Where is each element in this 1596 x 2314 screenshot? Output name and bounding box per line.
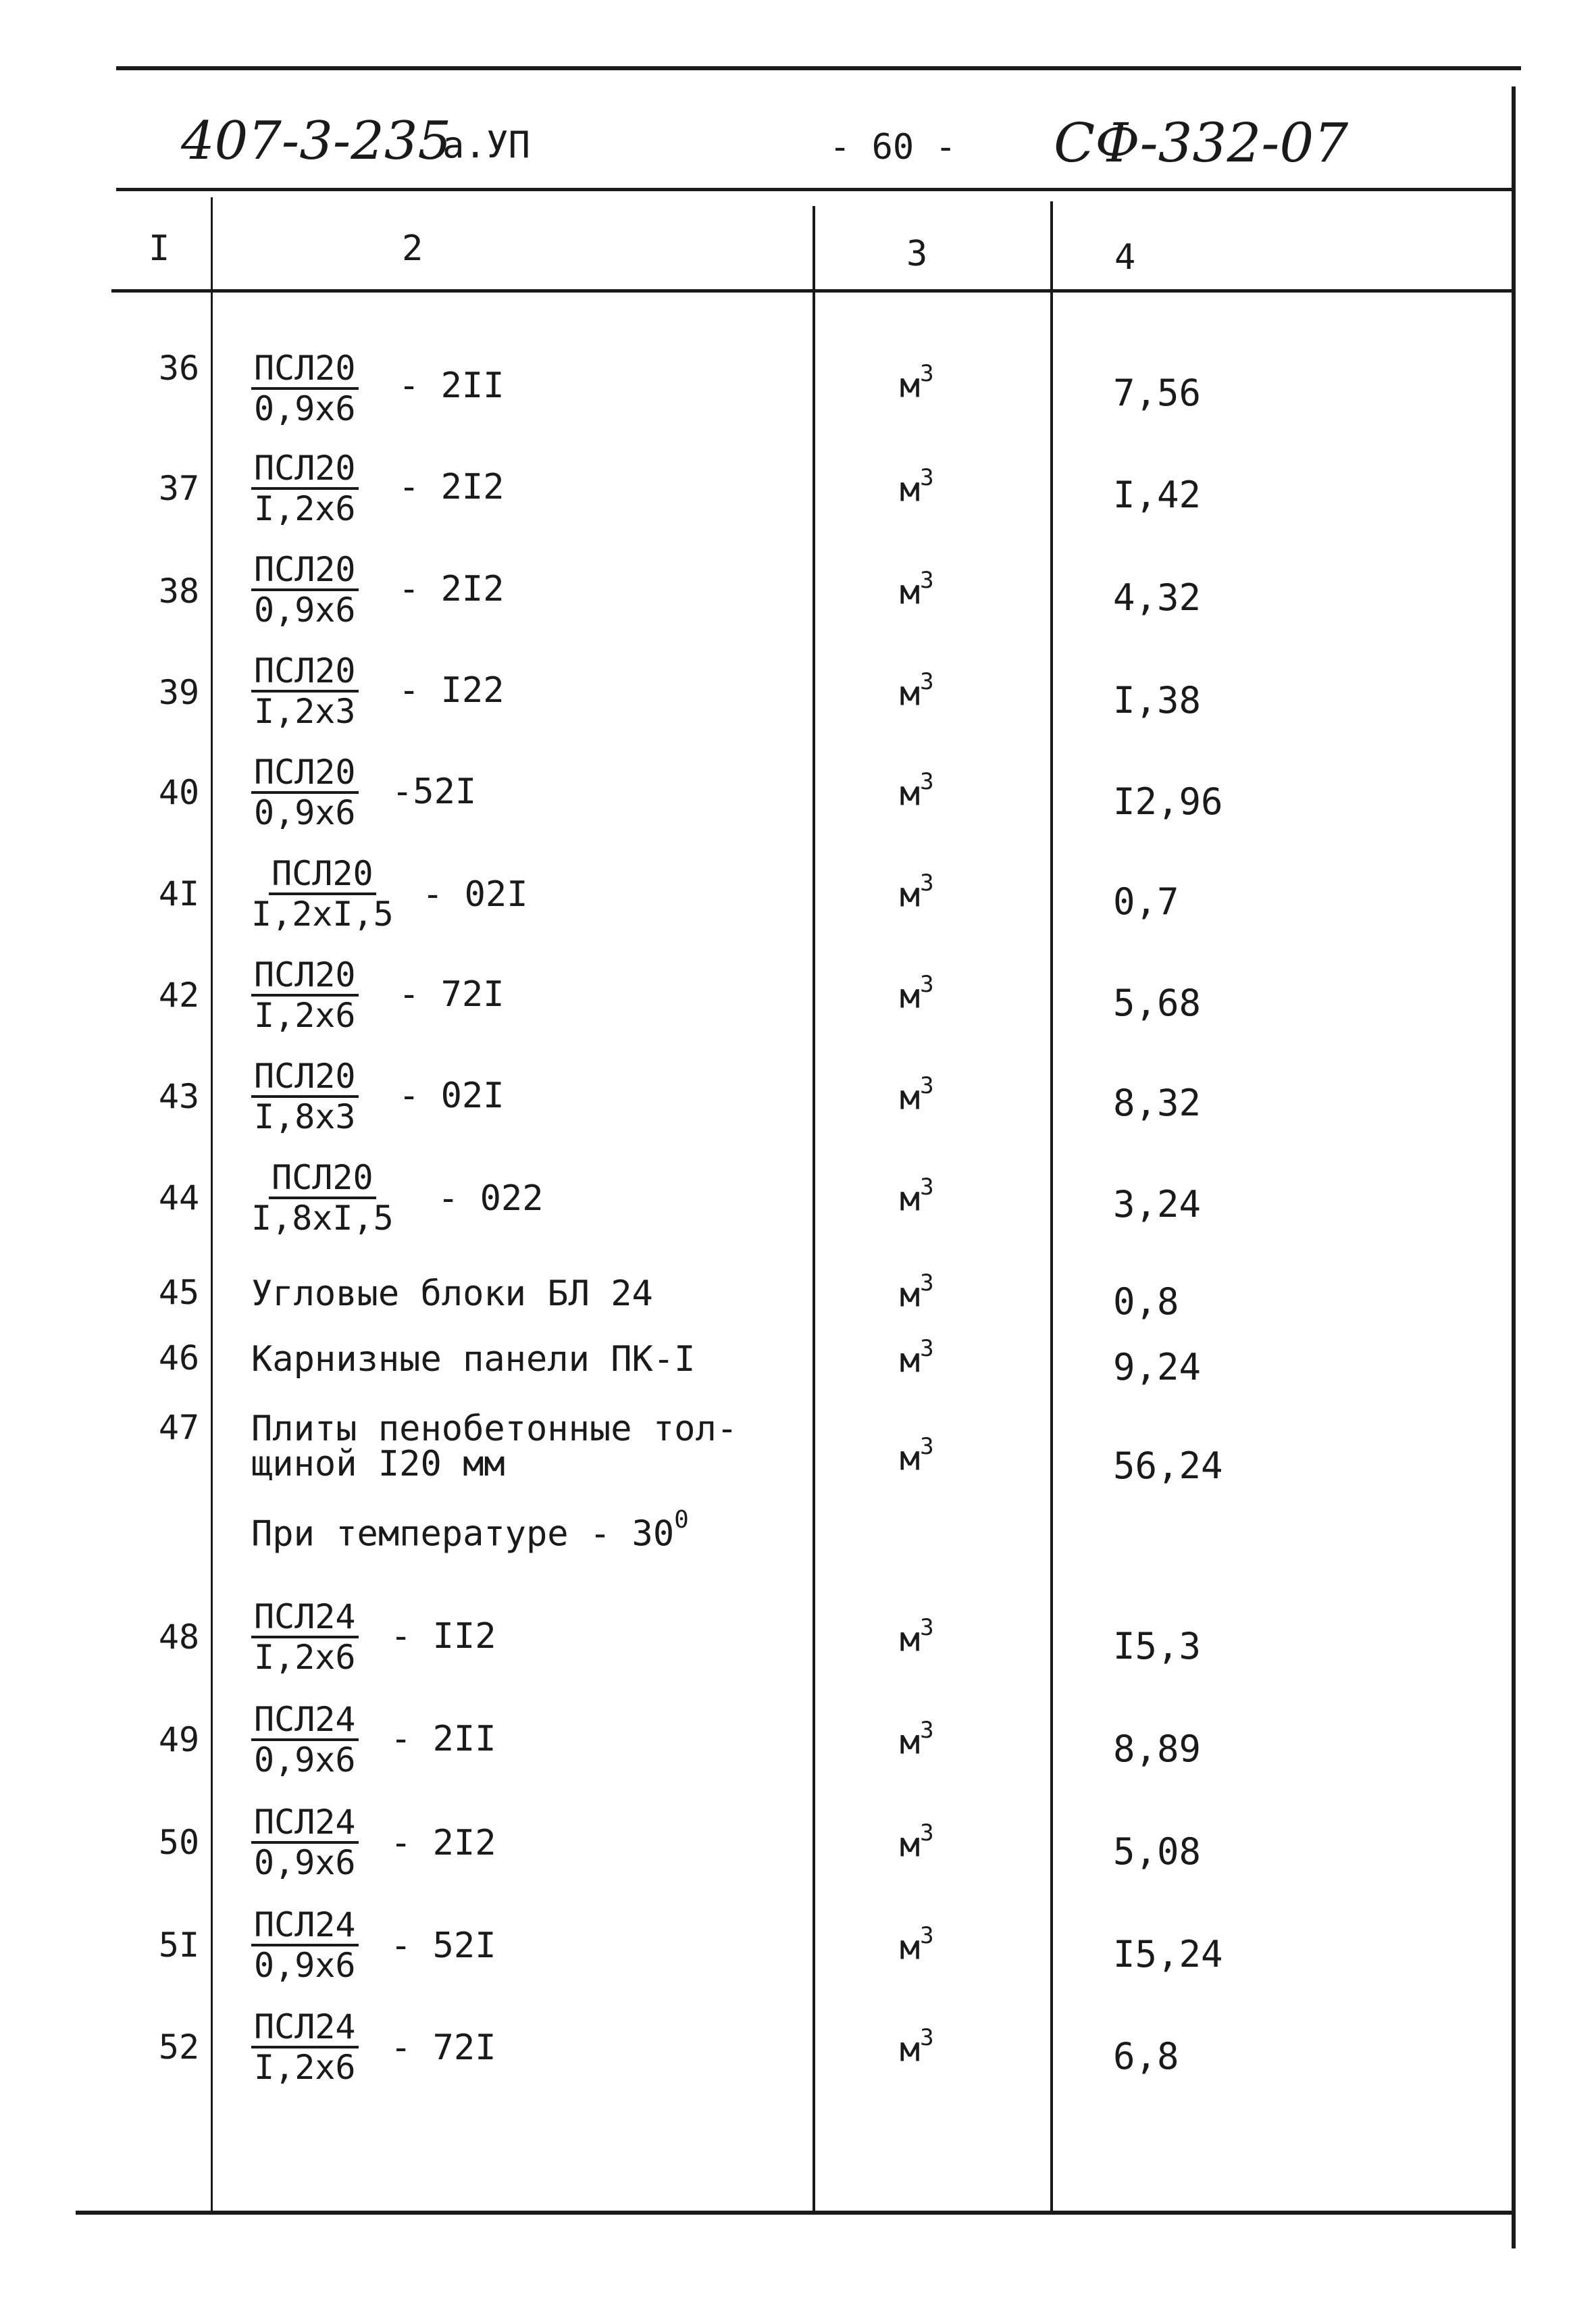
product-size: I,2х6 [254, 996, 356, 1035]
row-number: 40 [158, 773, 200, 812]
row-number: 46 [158, 1338, 200, 1378]
quantity: 4,32 [1113, 576, 1202, 619]
product-code: -52I [392, 772, 477, 812]
quantity: 6,8 [1113, 2035, 1179, 2078]
product-mark: ПСЛ20 [251, 755, 359, 794]
product-fraction [251, 651, 359, 731]
product-code: - 72I [390, 2028, 496, 2068]
row-number: 48 [158, 1617, 200, 1657]
unit: $м^3$ [900, 971, 934, 1016]
product-mark: ПСЛ20 [269, 857, 376, 895]
unit: $м^3$ [900, 464, 934, 509]
product-mark: ПСЛ20 [251, 553, 359, 591]
product-mark: ПСЛ20 [251, 1059, 359, 1098]
unit: $м^3$ [900, 2024, 934, 2069]
column-number-2: 2 [402, 228, 423, 269]
product-code: - 2I2 [398, 467, 505, 507]
product-code: - 02I [422, 874, 528, 915]
product-code: - 2II [390, 1719, 496, 1759]
quantity: 7,56 [1113, 372, 1202, 414]
product-mark: ПСЛ24 [251, 2010, 359, 2048]
product-fraction [251, 1158, 394, 1238]
product-fraction [251, 550, 359, 630]
row-number: 49 [158, 1720, 200, 1759]
product-fraction [251, 854, 394, 934]
product-mark: ПСЛ20 [251, 451, 359, 490]
product-mark: ПСЛ24 [251, 1600, 359, 1638]
unit: $м^3$ [900, 1335, 934, 1380]
product-fraction [251, 755, 359, 830]
product-code: - 52I [390, 1926, 496, 1966]
product-size: I,8х3 [254, 1097, 356, 1136]
unit: $м^3$ [900, 1433, 934, 1478]
product-fraction [251, 1805, 359, 1880]
quantity: 8,32 [1113, 1082, 1202, 1124]
product-mark: ПСЛ24 [251, 1805, 359, 1844]
album-number: а.УП [442, 124, 531, 166]
quantity: I5,24 [1113, 1933, 1223, 1976]
column-number-3: 3 [906, 234, 928, 274]
quantity: 56,24 [1113, 1444, 1223, 1487]
product-size: 0,9х6 [254, 389, 356, 428]
column-number-1: I [149, 228, 170, 269]
right-border [1512, 86, 1516, 2248]
unit: $м^3$ [900, 1072, 934, 1117]
product-code: - 2I2 [398, 569, 505, 609]
row-number: 52 [158, 2028, 200, 2067]
column-number-4: 4 [1114, 237, 1136, 278]
item-name: Угловые блоки БЛ 24 [251, 1274, 653, 1314]
product-size: 0,9х6 [254, 1843, 356, 1882]
series-code: СФ-332-07 [1054, 111, 1349, 174]
product-mark: ПСЛ20 [251, 654, 359, 693]
product-code: - 02I [398, 1076, 505, 1116]
row-number: 42 [158, 976, 200, 1015]
row-number: 47 [158, 1408, 200, 1447]
product-fraction [251, 1597, 359, 1677]
quantity: I,38 [1113, 679, 1202, 722]
product-size: I,2х3 [254, 692, 356, 731]
quantity: 8,89 [1113, 1728, 1202, 1770]
quantity: 5,68 [1113, 982, 1202, 1024]
product-fraction [251, 955, 359, 1035]
product-size: 0,9х6 [254, 1740, 356, 1780]
row-number: 50 [158, 1823, 200, 1862]
product-fraction [251, 451, 359, 526]
quantity: I5,3 [1113, 1625, 1202, 1667]
unit: $м^3$ [900, 870, 934, 915]
item-name-line-2: щиной I20 мм [251, 1444, 505, 1484]
unit: $м^3$ [900, 768, 934, 813]
unit: $м^3$ [900, 1819, 934, 1865]
row-number: 45 [158, 1273, 200, 1312]
product-fraction [251, 351, 359, 426]
product-size: 0,9х6 [254, 793, 356, 832]
row-number: 39 [158, 673, 200, 712]
unit: $м^3$ [900, 1614, 934, 1659]
product-mark: ПСЛ24 [251, 1703, 359, 1741]
quantity: 0,7 [1113, 880, 1179, 923]
product-code: - 2II [398, 366, 505, 406]
unit: $м^3$ [900, 360, 934, 405]
product-size: I,2х6 [254, 1638, 356, 1677]
row-number: 44 [158, 1178, 200, 1217]
product-fraction [251, 1905, 359, 1985]
product-size: I,2х6 [254, 489, 356, 528]
unit: $м^3$ [900, 567, 934, 612]
item-name-line-1: Плиты пенобетонные тол- [251, 1409, 738, 1449]
unit: $м^3$ [900, 1269, 934, 1315]
product-size: 0,9х6 [254, 1946, 356, 1985]
product-code: - 72I [398, 974, 505, 1015]
column-divider-3 [1050, 201, 1053, 2215]
product-size: 0,9х6 [254, 590, 356, 630]
row-number: 43 [158, 1077, 200, 1116]
quantity: 0,8 [1113, 1280, 1179, 1323]
document-number: 407-3-235 [181, 111, 452, 172]
product-mark: ПСЛ20 [251, 351, 359, 390]
product-code: - 022 [438, 1178, 544, 1219]
column-divider-2 [813, 206, 815, 2215]
product-code: - II2 [390, 1616, 496, 1657]
product-code: - I22 [398, 670, 505, 711]
bottom-rule [76, 2211, 1514, 2215]
product-fraction [251, 1700, 359, 1780]
quantity: 9,24 [1113, 1346, 1202, 1388]
page-number: - 60 - [829, 127, 956, 168]
row-number: 5I [158, 1926, 200, 1965]
product-size: I,8хI,5 [251, 1199, 394, 1238]
unit: $м^3$ [900, 1174, 934, 1219]
quantity: 5,08 [1113, 1830, 1202, 1873]
row-number: 36 [158, 349, 200, 388]
product-fraction [251, 2007, 359, 2087]
quantity: I2,96 [1113, 780, 1223, 823]
product-mark: ПСЛ20 [269, 1161, 376, 1199]
product-mark: ПСЛ20 [251, 958, 359, 997]
unit: $м^3$ [900, 668, 934, 713]
unit: $м^3$ [900, 1922, 934, 1967]
product-mark: ПСЛ24 [251, 1908, 359, 1946]
product-fraction [251, 1059, 359, 1134]
row-number: 4I [158, 874, 200, 913]
product-code: - 2I2 [390, 1823, 496, 1863]
top-border [116, 66, 1521, 70]
temperature-note: При температуре - $30^0$ [251, 1506, 689, 1555]
product-size: I,2хI,5 [251, 895, 394, 934]
item-name: Карнизные панели ПК-I [251, 1339, 696, 1380]
row-number: 38 [158, 572, 200, 611]
unit: $м^3$ [900, 1717, 934, 1762]
product-size: I,2х6 [254, 2048, 356, 2087]
quantity: 3,24 [1113, 1183, 1202, 1226]
quantity: I,42 [1113, 474, 1202, 516]
row-number: 37 [158, 469, 200, 508]
header-bottom-rule [116, 188, 1516, 191]
